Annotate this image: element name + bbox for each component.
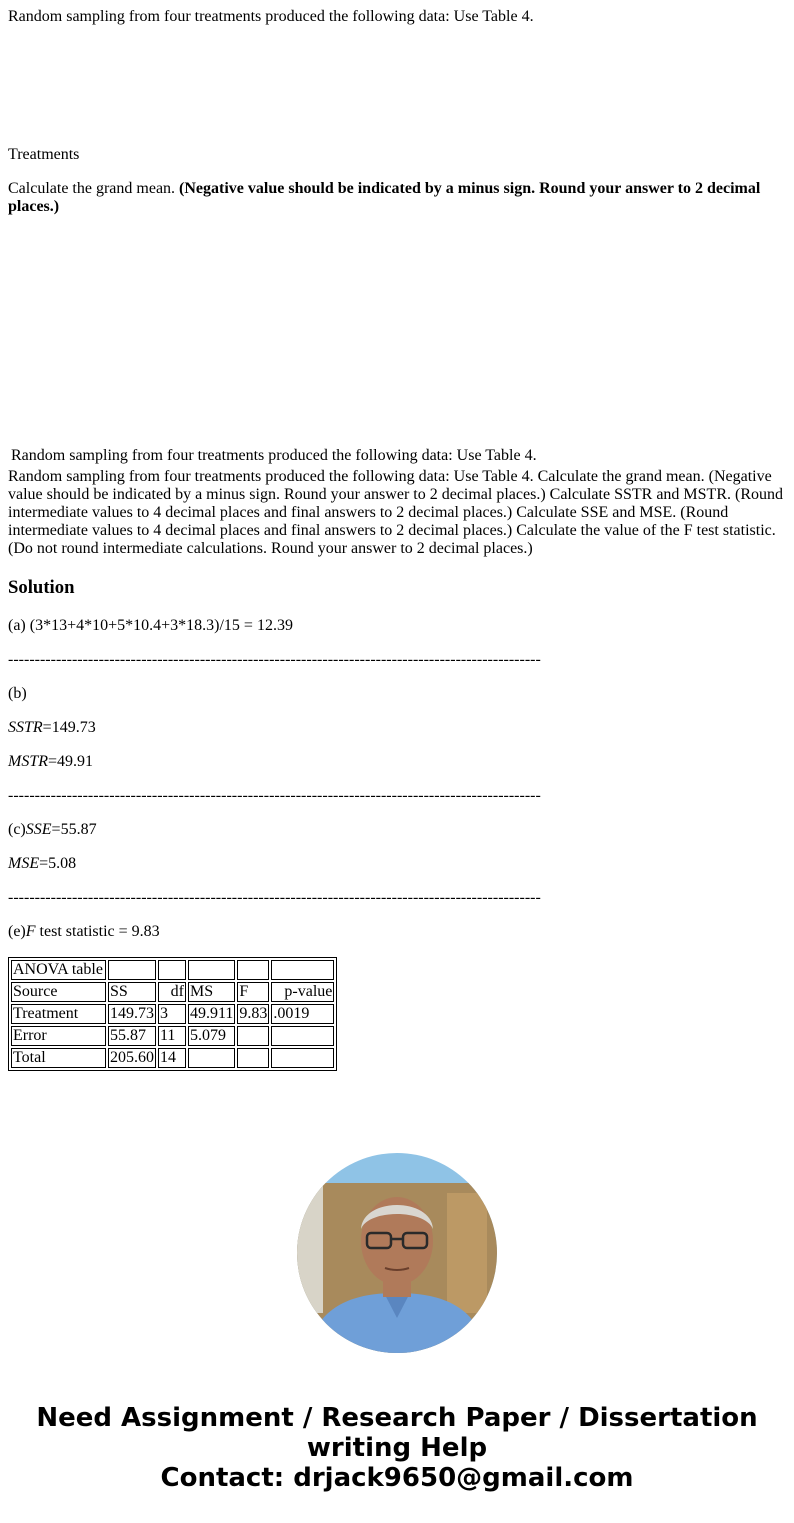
mstr-answer bbox=[8, 753, 93, 771]
question-full-text: Random sampling from four treatments produced the following data: Use Table 4. Calculate the grand mean. (Negative value should be indicated by a minus sign. Round your answer to 2 decimal places.) Calculate SSTR and MSTR. (Round intermediate values to 4 decimal places and final answers to 2 decimal places.) Calculate SSE and MSE. (Round intermediate values to 4 decimal places and final answers to 2 decimal places.) Calculate the value of the F test statistic. (Do not round intermediate calculations. Round your answer to 2 decimal places.) bbox=[8, 468, 783, 557]
mse-value: =5.08 bbox=[39, 855, 77, 872]
divider: ---------------------------------------------------------------------------------------------------- bbox=[8, 651, 541, 668]
question-intro-repeat: Random sampling from four treatments produced the following data: Use Table 4. bbox=[11, 447, 537, 464]
table-row bbox=[11, 1048, 334, 1068]
table-row bbox=[11, 960, 334, 980]
help-line-1: Need Assignment / Research Paper / Dissertation bbox=[36, 1403, 758, 1433]
table-cell: Source bbox=[11, 982, 106, 1002]
table-cell bbox=[237, 1048, 269, 1068]
table-cell: Total bbox=[11, 1048, 106, 1068]
table-cell: 14 bbox=[158, 1048, 186, 1068]
table-row bbox=[11, 1026, 334, 1046]
f-statistic-text: test statistic = 9.83 bbox=[35, 923, 160, 940]
table-cell bbox=[271, 960, 334, 980]
table-cell: SS bbox=[108, 982, 156, 1002]
table-cell bbox=[237, 960, 269, 980]
table-cell: 11 bbox=[158, 1026, 186, 1046]
sstr-answer bbox=[8, 719, 96, 737]
table-row bbox=[11, 982, 334, 1002]
table-cell bbox=[188, 1048, 235, 1068]
table-cell: p-value bbox=[271, 982, 334, 1002]
table-cell: F bbox=[237, 982, 269, 1002]
anova-table bbox=[8, 957, 337, 1071]
help-banner bbox=[0, 1403, 794, 1493]
table-row bbox=[11, 1004, 334, 1024]
part-c-label: (c) bbox=[8, 821, 26, 838]
mse-symbol: MSE bbox=[8, 855, 40, 872]
grand-mean-text: Calculate the grand mean. bbox=[8, 180, 176, 197]
table-cell: Error bbox=[11, 1026, 106, 1046]
table-cell: 49.911 bbox=[190, 1005, 234, 1022]
table-cell: 9.83 bbox=[239, 1005, 268, 1022]
sstr-symbol: SSTR bbox=[8, 719, 43, 736]
solution-heading: Solution bbox=[8, 577, 75, 598]
mstr-symbol: MSTR bbox=[8, 753, 48, 770]
table-cell: 149.73 bbox=[110, 1005, 154, 1022]
divider: ---------------------------------------------------------------------------------------------------- bbox=[8, 889, 541, 906]
table-cell bbox=[188, 960, 235, 980]
avatar-carving bbox=[447, 1193, 487, 1313]
divider: ---------------------------------------------------------------------------------------------------- bbox=[8, 787, 541, 804]
part-b-label: (b) bbox=[8, 685, 27, 702]
sse-answer bbox=[8, 821, 97, 839]
treatments-label: Treatments bbox=[8, 146, 80, 163]
mstr-value: =49.91 bbox=[48, 753, 94, 770]
help-line-2: writing Help bbox=[306, 1433, 488, 1463]
table-cell: 3 bbox=[158, 1004, 186, 1024]
part-a-answer: (a) (3*13+4*10+5*10.4+3*18.3)/15 = 12.39 bbox=[8, 617, 293, 634]
part-e-label: (e) bbox=[8, 923, 26, 940]
sse-value: =55.87 bbox=[51, 821, 97, 838]
avatar bbox=[297, 1153, 497, 1353]
table-cell: .0019 bbox=[271, 1004, 334, 1024]
question-intro: Random sampling from four treatments produced the following data: Use Table 4. bbox=[8, 8, 534, 25]
f-statistic-answer bbox=[8, 923, 160, 941]
table-cell: 5.079 bbox=[188, 1026, 235, 1046]
table-cell: ANOVA table bbox=[11, 960, 106, 980]
sse-symbol: SSE bbox=[25, 821, 52, 838]
table-cell bbox=[271, 1048, 334, 1068]
table-cell bbox=[158, 960, 186, 980]
grand-mean-instruction: (Negative value should be indicated by a minus sign. Round your answer to 2 decimal places.) bbox=[8, 180, 761, 215]
table-cell bbox=[271, 1026, 334, 1046]
table-cell: Treatment bbox=[11, 1004, 106, 1024]
table-cell bbox=[108, 960, 156, 980]
table-cell: MS bbox=[188, 982, 235, 1002]
grand-mean-prompt bbox=[8, 180, 770, 216]
sstr-value: =149.73 bbox=[42, 719, 96, 736]
table-cell: 55.87 bbox=[108, 1026, 156, 1046]
avatar-portrait-icon bbox=[297, 1153, 497, 1353]
f-symbol: F bbox=[25, 923, 36, 940]
table-cell: 205.60 bbox=[110, 1049, 154, 1066]
help-contact: Contact: drjack9650@gmail.com bbox=[160, 1463, 634, 1493]
table-cell: df bbox=[158, 982, 186, 1002]
mse-answer bbox=[8, 855, 76, 873]
table-cell bbox=[237, 1026, 269, 1046]
avatar-switchboard bbox=[297, 1183, 323, 1313]
